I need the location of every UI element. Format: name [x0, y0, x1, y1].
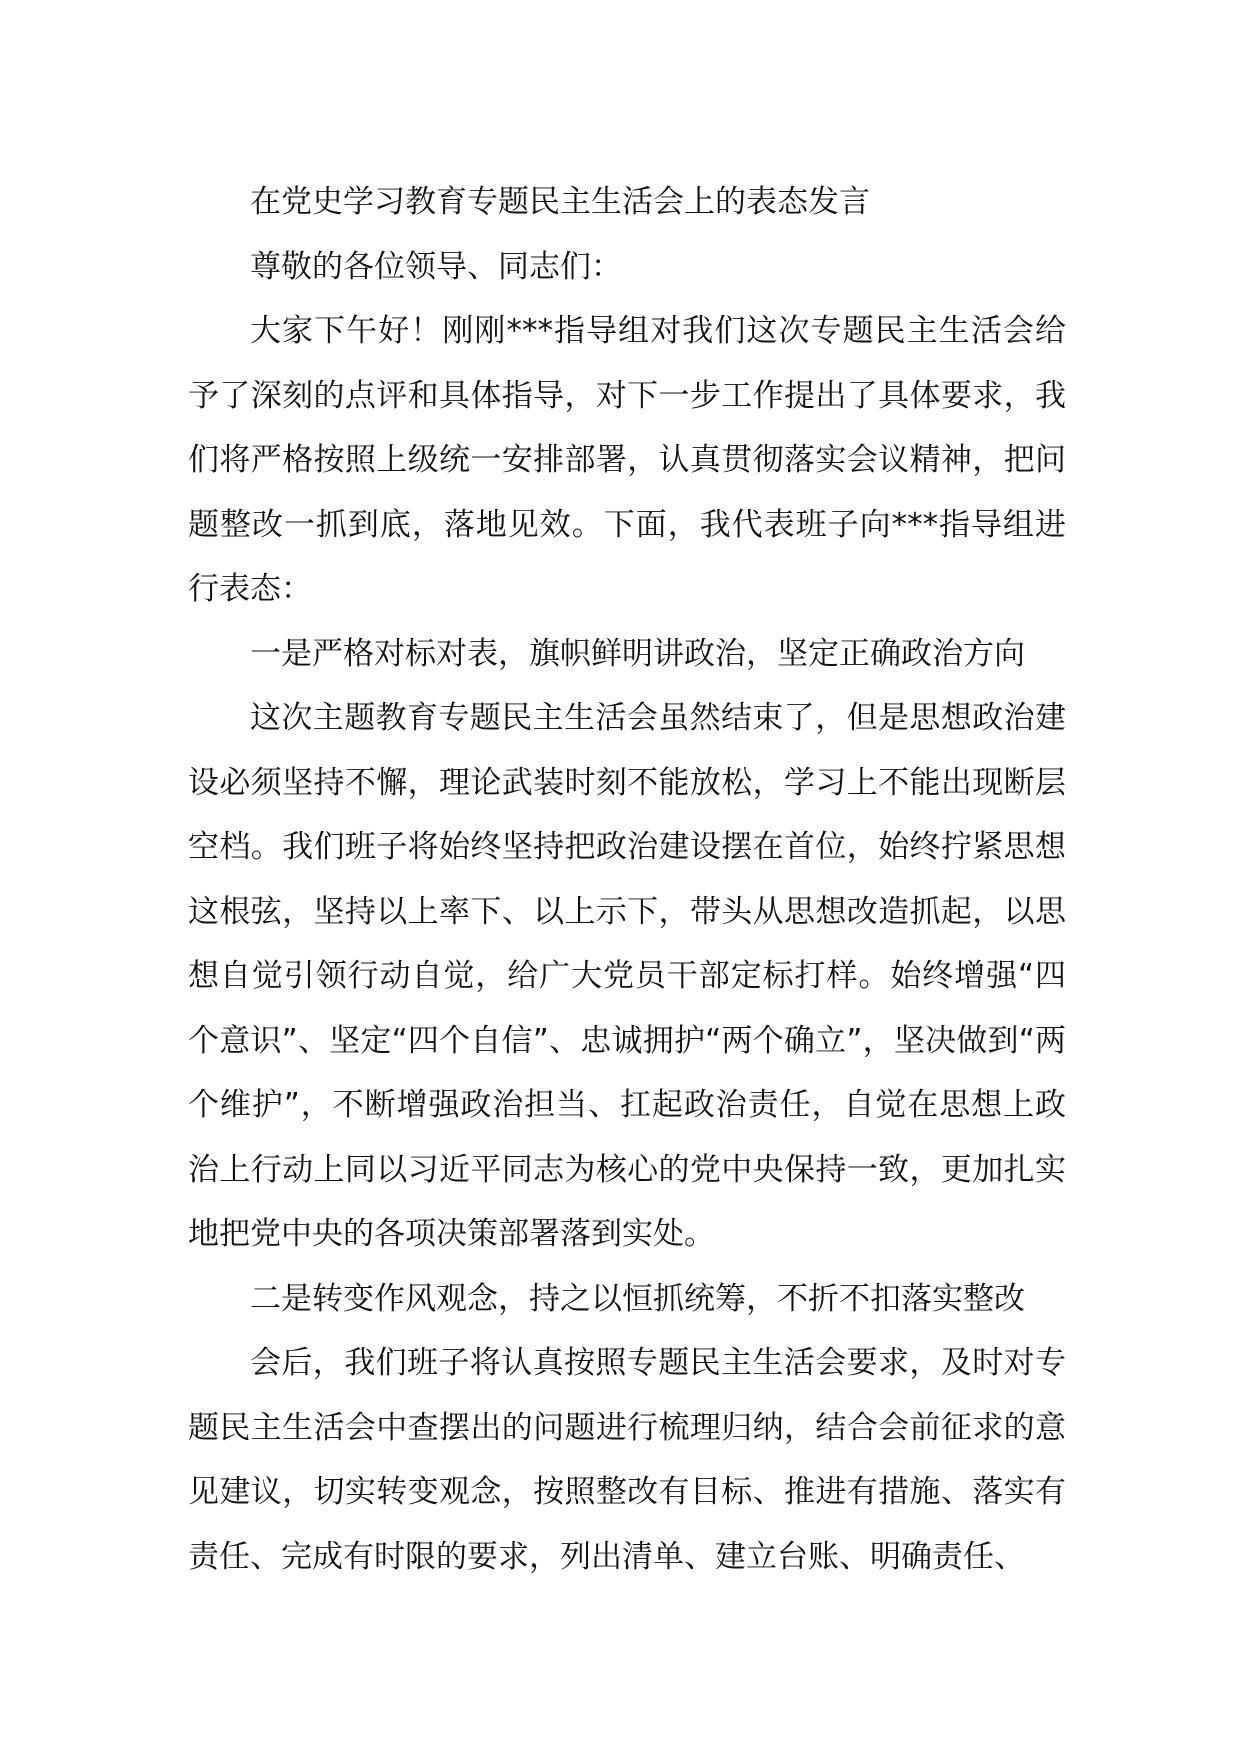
paragraph-section-two: 会后，我们班子将认真按照专题民主生活会要求，及时对专题民主生活会中查摆出的问题进行梳理归纳，结合会前征求的意见建议，切实转变观念，按照整改有目标、推进有措施、落实有责任、完成有时限的要求，列出清单、建立台账、明确责任、 [188, 1345, 1066, 1575]
document-body [188, 170, 1066, 1589]
section-heading-one: 一是严格对标对表，旗帜鲜明讲政治，坚定正确政治方向 [250, 635, 1025, 672]
paragraph-opening: 大家下午好！刚刚***指导组对我们这次专题民主生活会给予了深刻的点评和具体指导，对下一步工作提出了具体要求，我们将严格按照上级统一安排部署，认真贯彻落实会议精神，把问题整改一抓到底，落地见效。下面，我代表班子向***指导组进行表态： [188, 313, 1066, 607]
section-heading-two: 二是转变作风观念，持之以恒抓统筹，不折不扣落实整改 [250, 1280, 1025, 1317]
paragraph-section-one: 这次主题教育专题民主生活会虽然结束了，但是思想政治建设必须坚持不懈，理论武装时刻不能放松，学习上不能出现断层空档。我们班子将始终坚持把政治建设摆在首位，始终拧紧思想这根弦，坚持以上率下、以上示下，带头从思想改造抓起，以思想自觉引领行动自觉，给广大党员干部定标打样。始终增强“四个意识”、坚定“四个自信”、忠诚拥护“两个确立”，坚决做到“两个维护”，不断增强政治担当、扛起政治责任，自觉在思想上政治上行动上同以习近平同志为核心的党中央保持一致，更加扎实地把党中央的各项决策部署落到实处。 [188, 700, 1066, 1252]
salutation: 尊敬的各位领导、同志们： [250, 248, 622, 285]
document-title: 在党史学习教育专题民主生活会上的表态发言 [250, 184, 870, 220]
